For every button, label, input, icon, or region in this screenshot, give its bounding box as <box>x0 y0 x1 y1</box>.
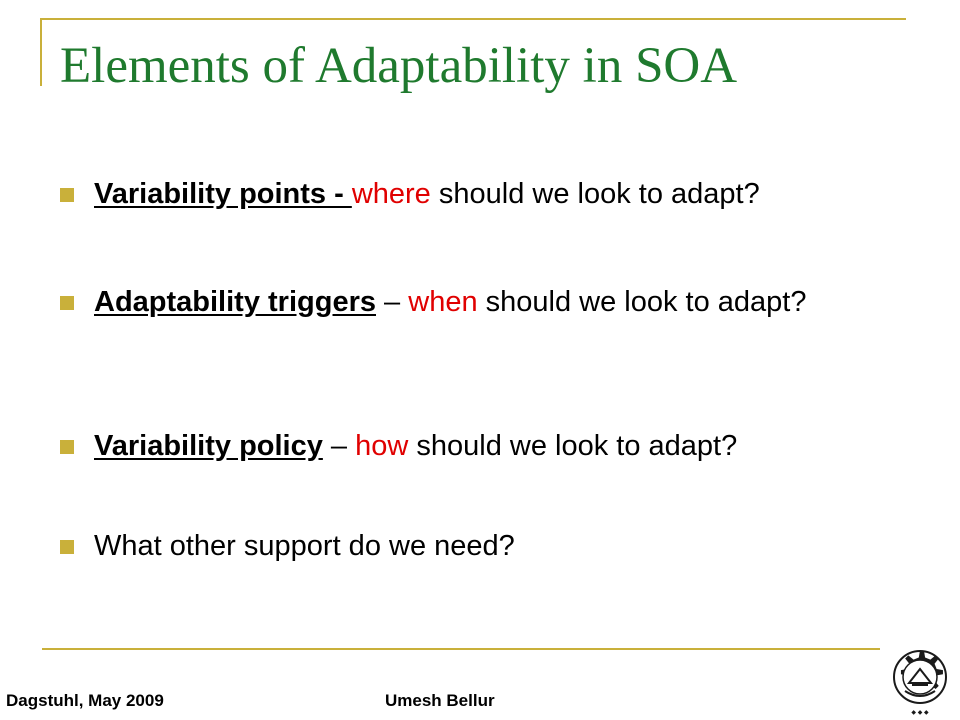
frame-top-rule <box>40 18 906 20</box>
bullet-marker-icon <box>60 440 74 454</box>
institute-emblem-icon <box>883 639 957 717</box>
frame-left-rule <box>40 18 42 86</box>
bullet-item-variability-policy <box>60 428 880 528</box>
bullet-keyword: where <box>351 178 431 210</box>
bullet-keyword: how <box>355 430 409 462</box>
bullet-keyword: when <box>408 286 478 318</box>
bullet-rest: should we look to adapt? <box>408 430 738 462</box>
bullet-rest: should we look to adapt? <box>430 178 760 210</box>
bullet-marker-icon <box>60 540 74 554</box>
bullet-marker-icon <box>60 188 74 202</box>
bullet-item-adaptability-triggers <box>60 284 880 428</box>
svg-text:◆ ◆ ◆: ◆ ◆ ◆ <box>911 710 929 716</box>
bullet-item-other-support <box>60 528 880 564</box>
footer-author: Umesh Bellur <box>385 691 495 710</box>
bullet-term: Variability points - <box>94 178 352 210</box>
bullet-text: What other support do we need? <box>94 530 515 562</box>
bullet-term: Adaptability triggers <box>94 286 376 318</box>
footer-rule <box>42 648 880 650</box>
bullet-separator: – <box>322 430 356 462</box>
slide-title: Elements of Adaptability in SOA <box>60 38 738 94</box>
bullet-list <box>60 176 880 564</box>
bullet-marker-icon <box>60 296 74 310</box>
bullet-item-variability-points <box>60 176 880 284</box>
bullet-separator: – <box>376 286 409 318</box>
bullet-term: Variability policy <box>94 430 323 462</box>
footer-event: Dagstuhl, May 2009 <box>6 691 164 710</box>
bullet-rest: should we look to adapt? <box>477 286 807 318</box>
